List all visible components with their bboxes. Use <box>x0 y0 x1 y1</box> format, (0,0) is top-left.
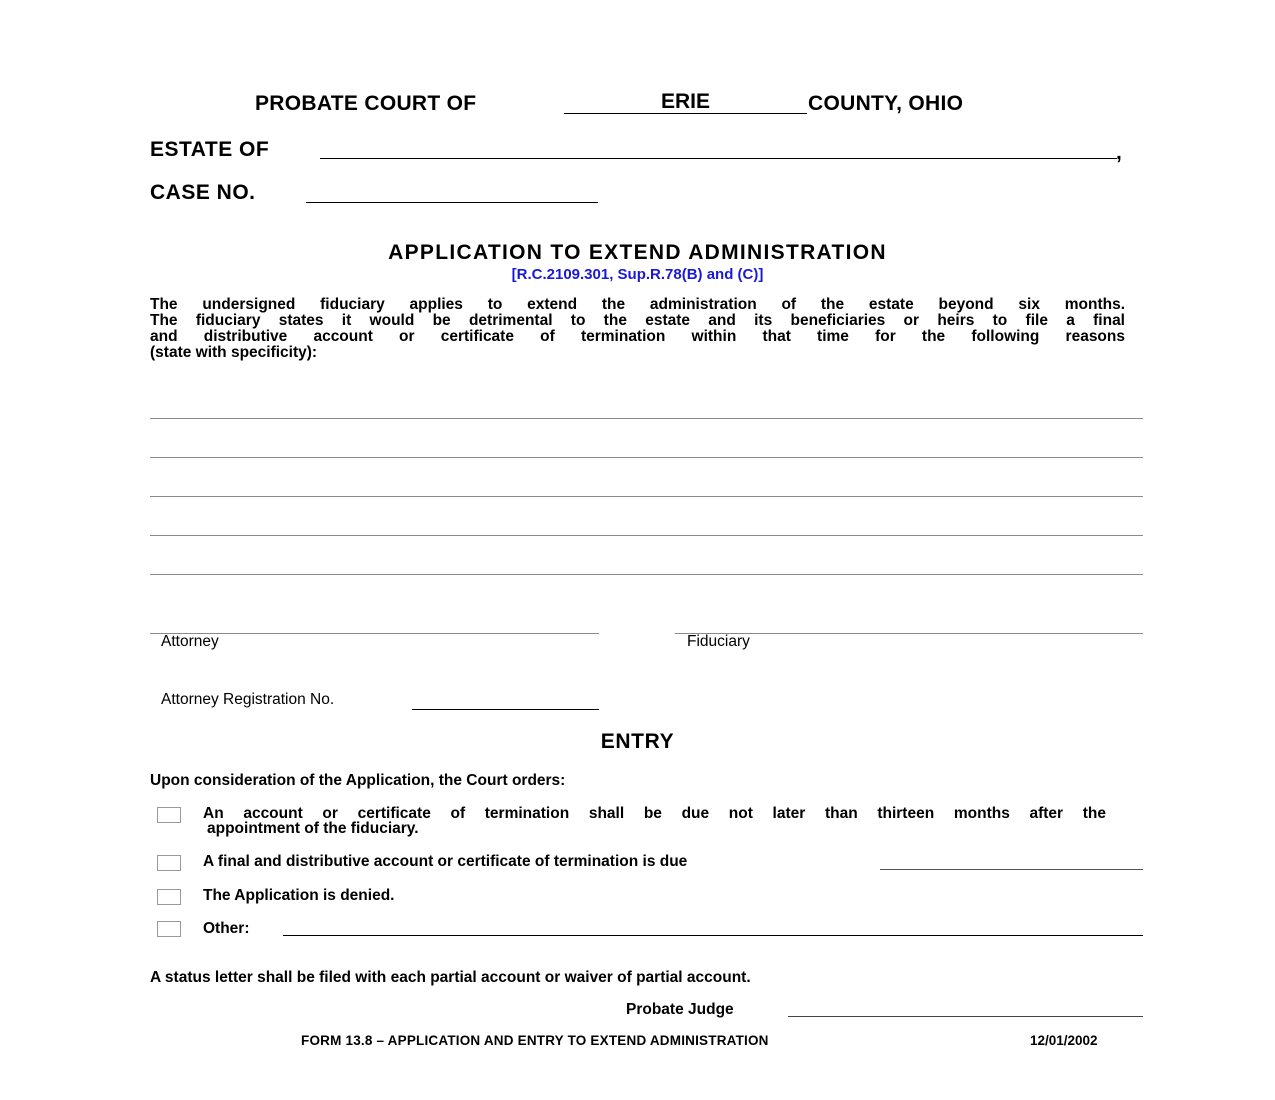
attorney-registration-field[interactable] <box>412 709 599 710</box>
application-paragraph-line-3: and distributive account or certificate of termination within that time for the following reasons <box>150 328 1125 345</box>
statute-citation: [R.C.2109.301, Sup.R.78(B) and (C)] <box>511 266 764 283</box>
option-thirteen-months-text-2: appointment of the fiduciary. <box>207 820 419 837</box>
court-suffix: COUNTY, OHIO <box>808 92 964 115</box>
attorney-label: Attorney <box>161 633 219 650</box>
application-paragraph-line-2: The fiduciary states it would be detrimental to the estate and its beneficiaries or heirs to file a final <box>150 312 1125 329</box>
option-other-label: Other: <box>203 920 250 937</box>
reason-line[interactable] <box>150 457 1143 458</box>
estate-field[interactable] <box>320 158 1117 159</box>
reason-line[interactable] <box>150 418 1143 419</box>
footer-form-title: FORM 13.8 – APPLICATION AND ENTRY TO EXTEND ADMINISTRATION <box>301 1033 769 1048</box>
option-denied-text: The Application is denied. <box>203 887 395 904</box>
status-letter-note: A status letter shall be filed with each partial account or waiver of partial account. <box>150 969 751 986</box>
reason-line[interactable] <box>150 574 1143 575</box>
option-denied-checkbox[interactable] <box>157 889 181 905</box>
option-other-checkbox[interactable] <box>157 921 181 937</box>
fiduciary-label: Fiduciary <box>687 633 750 650</box>
attorney-registration-label: Attorney Registration No. <box>161 691 335 708</box>
reason-line[interactable] <box>150 496 1143 497</box>
option-final-account-checkbox[interactable] <box>157 855 181 871</box>
option-thirteen-months-text: An account or certificate of termination shall be due not later than thirteen months after the <box>203 805 1106 822</box>
reason-line[interactable] <box>150 535 1143 536</box>
estate-label: ESTATE OF <box>150 138 270 161</box>
estate-comma: , <box>1116 141 1122 164</box>
court-prefix: PROBATE COURT OF <box>255 92 477 115</box>
footer-date: 12/01/2002 <box>1030 1033 1098 1048</box>
case-number-field[interactable] <box>306 202 598 203</box>
option-thirteen-months-checkbox[interactable] <box>157 807 181 823</box>
case-label: CASE NO. <box>150 181 256 204</box>
probate-judge-label: Probate Judge <box>626 1001 734 1018</box>
final-account-due-date-field[interactable] <box>880 869 1143 870</box>
application-paragraph-line-4: (state with specificity): <box>150 344 318 361</box>
form-title: APPLICATION TO EXTEND ADMINISTRATION <box>388 241 887 264</box>
application-paragraph-line-1: The undersigned fiduciary applies to extend the administration of the estate beyond six months. <box>150 296 1125 313</box>
probate-judge-signature-line[interactable] <box>788 1016 1143 1017</box>
entry-intro: Upon consideration of the Application, the Court orders: <box>150 772 566 789</box>
other-field[interactable] <box>283 935 1143 936</box>
entry-heading: ENTRY <box>600 730 675 753</box>
county-field[interactable]: ERIE <box>660 90 710 113</box>
option-final-account-text: A final and distributive account or certificate of termination is due <box>203 853 688 870</box>
